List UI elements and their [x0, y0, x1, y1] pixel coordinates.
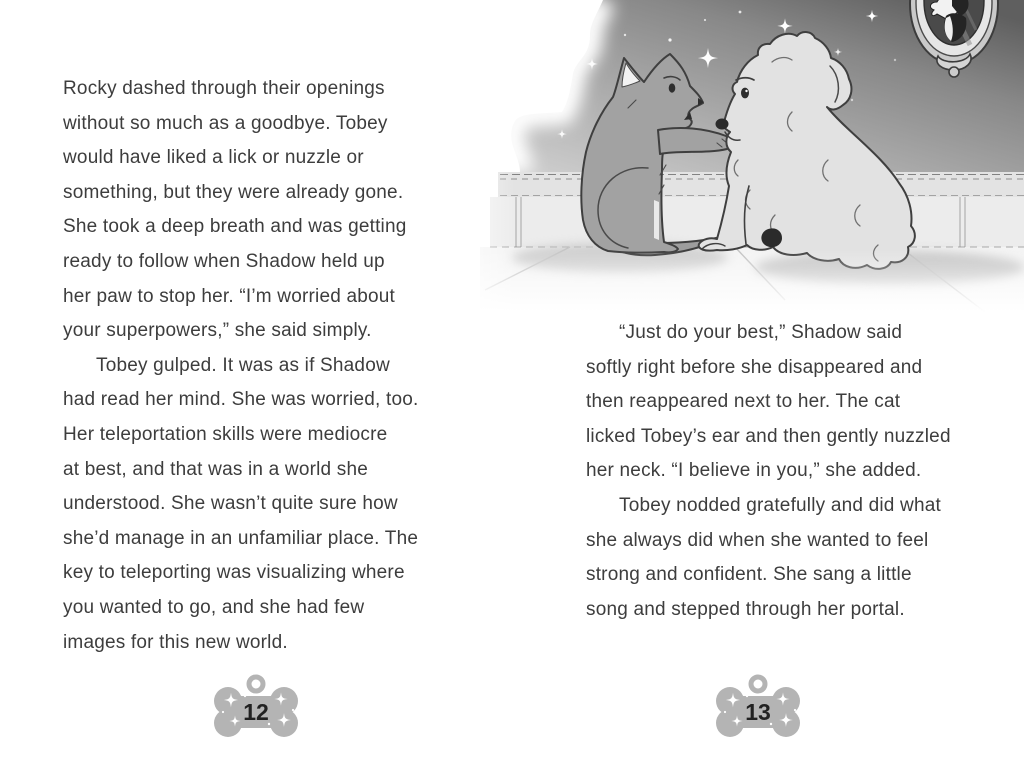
text-line: softly right before she disappeared and [586, 356, 923, 378]
text-line: your superpowers,” she said simply. [63, 320, 372, 342]
text-line: her neck. “I believe in you,” she added. [586, 460, 922, 482]
text-line: without so much as a goodbye. Tobey [63, 112, 388, 134]
text-line: key to teleporting was visualizing where [63, 562, 405, 584]
text-line: you wanted to go, and she had few [63, 596, 365, 618]
tag-ring [751, 677, 765, 691]
text-line: Tobey gulped. It was as if Shadow [96, 354, 390, 376]
text-line: strong and confident. She sang a little [586, 564, 912, 586]
story-illustration [440, 0, 1024, 312]
text-line: then reappeared next to her. The cat [586, 391, 901, 413]
text-line: she always did when she wanted to feel [586, 529, 929, 551]
text-line: ready to follow when Shadow held up [63, 250, 385, 272]
text-line: Her teleportation skills were mediocre [63, 423, 388, 445]
page-number-tag-right [703, 666, 813, 746]
tag-ring [249, 677, 263, 691]
page-number: 12 [243, 699, 269, 725]
page-number-tag-left [201, 666, 311, 746]
text-line: something, but they were already gone. [63, 181, 404, 203]
text-line: Tobey nodded gratefully and did what [619, 494, 941, 516]
text-line: song and stepped through her portal. [586, 598, 905, 620]
text-line: her paw to stop her. “I’m worried about [63, 285, 396, 307]
text-line: “Just do your best,” Shadow said [619, 322, 903, 343]
bottom-fade [440, 250, 1024, 312]
left-page-text [63, 72, 418, 660]
text-line: understood. She wasn’t quite sure how [63, 493, 398, 515]
text-line: licked Tobey’s ear and then gently nuzzled [586, 425, 951, 447]
text-line: She took a deep breath and was getting [63, 216, 407, 238]
text-line: images for this new world. [63, 631, 288, 653]
text-line: had read her mind. She was worried, too. [63, 389, 419, 411]
right-page-text [586, 316, 951, 627]
text-line: would have liked a lick or nuzzle or [63, 147, 364, 169]
text-line: she’d manage in an unfamiliar place. The [63, 527, 419, 549]
page-number: 13 [745, 699, 771, 725]
text-line: at best, and that was in a world she [63, 458, 369, 480]
text-line: Rocky dashed through their openings [63, 78, 385, 99]
